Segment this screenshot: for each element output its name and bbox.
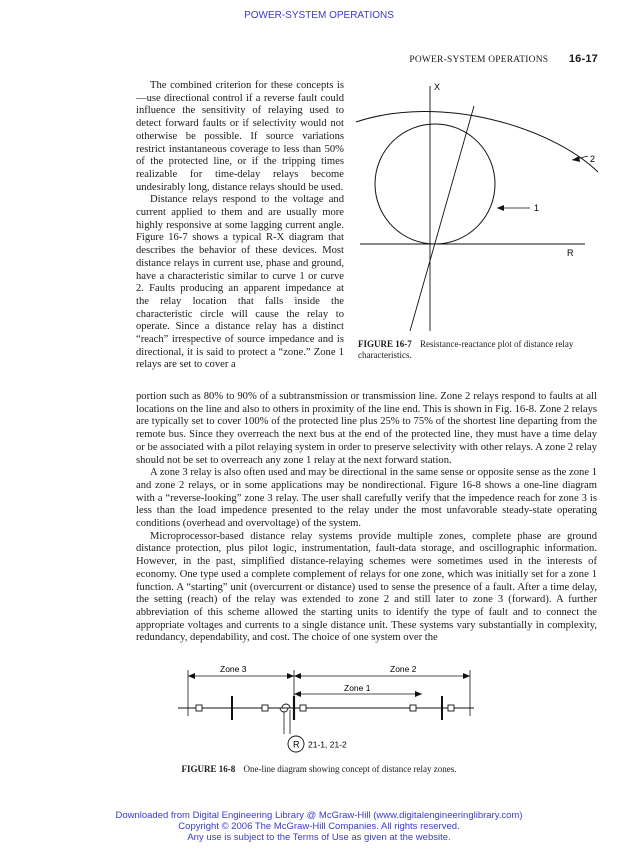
curve-1-label: 1 — [534, 203, 540, 213]
breaker — [196, 705, 202, 711]
top-banner: POWER-SYSTEM OPERATIONS — [244, 10, 394, 21]
zone-1-label: Zone 1 — [344, 683, 371, 693]
paragraph: The combined criterion for these concepts is—use directional control if a reverse fault could influence the sensitivity of relaying used to detect forward faults or if selectivity would not otherwise be possible. If source variations restrict instantaneous coverage to less than 50% of the protected line, or if the tripping times realizable for time-delay relays become undesirably long, distance relays should be used. — [136, 80, 344, 193]
breaker — [410, 705, 416, 711]
caption-label: FIGURE 16-8 — [181, 764, 236, 774]
paragraph: A zone 3 relay is also often used and may be directional in the same sense or opposite sense as the zone 1 and zone 2 relays, or in some applications may be nondirectional. Figure 16-8 shows a one-line diagram with a “reverse-looking” zone 3 relay. The user shall carefully verify that the impedence reach for zone 3 is less than the load impedence presented to the relay under the most unfavorable steady-state operating conditions (overhead and overvoltage) of the system. — [136, 467, 597, 530]
download-footer — [0, 810, 638, 843]
paragraph: portion such as 80% to 90% of a subtransmission or transmission line. Zone 2 relays respond to faults at all locations on the line and also to others in proximity of the line end. This is shown in Fig. 16-8. Zone 2 relays are typically set to cover 100% of the protected line plus 25% to 75% of the shortest line departing from the remote bus. Since they overreach the next bus at the end of the protected line, they must have a time delay or be associated with a pilot relaying system in order to preserve selectivity with other relays. A zone 2 relay should not be set to overreach any zone 1 relay at the next forward station. — [136, 391, 597, 466]
footer-line: Any use is subject to the Terms of Use as given at the website. — [187, 832, 451, 843]
figure-16-8-caption — [0, 764, 638, 774]
zone-3-label: Zone 3 — [220, 664, 247, 674]
curve-2-arrowhead — [572, 156, 580, 162]
breaker — [300, 705, 306, 711]
figure-16-7-caption — [358, 339, 596, 361]
relay-label: 21-1, 21-2 — [308, 739, 347, 750]
caption-label: FIGURE 16-7 — [358, 339, 412, 349]
zone-2-arrow-right — [463, 673, 470, 679]
paragraph: Microprocessor-based distance relay systems provide multiple zones, complete phase are ground distance protection, plus pilot logic, instrumentation, fault-data storage, and oscillographic information. However, in the past, simplified distance-relaying schemes were sometimes used in the interests of economy. One type used a complete complement of relays for one zone, which was initially set for a zone 1 function. A “starting” unit (overcurrent or distance) used to sense the presence of a fault. After a time delay, the setting (reach) of the relay was extended to zone 2 and still later to zone 3 (forward). A further abbreviation of this scheme allowed the starting units to identify the type of fault and to connect the appropriate voltages and currents to a single distance unit. These systems vary substantially in complexity, redundancy, dependability, and cost. The choice of one system over the — [136, 530, 597, 644]
curve-1-arrowhead — [497, 205, 504, 211]
caption-text: One-line diagram showing concept of distance relay zones. — [243, 764, 457, 774]
zone-3-arrow-right — [287, 673, 294, 679]
paragraph: Distance relays respond to the voltage and current applied to them and are usually more highly responsive at some lagging current angle. Figure 16-7 shows a typical R-X diagram that describes the behavior of these devices. Most distance relays in current use, phase and ground, have a characteristic similar to curve 1 or curve 2. Faults producing an apparent impedance at the relay location that falls inside the characteristic circle will cause the relay to operate. Since a distance relay has a distinct “reach” irrespective of source impedance and is directional, it is said to protect a “zone.” Zone 1 relays are set to cover a — [136, 194, 344, 371]
body-text-narrow — [136, 80, 344, 372]
running-head-title: POWER-SYSTEM OPERATIONS — [409, 55, 549, 65]
caption-text: Resistance-reactance plot of distance relay characteristics. — [358, 339, 574, 360]
characteristic-circle-1 — [375, 124, 495, 244]
zone-2-arrow-left — [294, 673, 301, 679]
zone-1-arrow-right — [415, 691, 422, 697]
breaker — [262, 705, 268, 711]
running-head — [409, 53, 598, 65]
breaker — [448, 705, 454, 711]
curve-2-label: 2 — [590, 154, 596, 164]
footer-line: Downloaded from Digital Engineering Library @ McGraw-Hill (www.digitalengineeringlibrary.com) — [115, 810, 523, 821]
figure-16-7-rx-diagram — [350, 76, 612, 338]
zone-3-arrow-left — [188, 673, 195, 679]
footer-line: Copyright © 2006 The McGraw-Hill Companies. All rights reserved. — [178, 821, 460, 832]
relay-symbol: R — [293, 739, 300, 750]
page-number: 16-17 — [568, 53, 598, 65]
figure-16-8-one-line-diagram — [176, 660, 476, 756]
axis-x-label: X — [434, 82, 441, 92]
impedance-angle-line — [410, 106, 474, 331]
axis-r-label: R — [567, 248, 574, 258]
body-text-wide — [136, 391, 597, 645]
zone-2-label: Zone 2 — [390, 664, 417, 674]
